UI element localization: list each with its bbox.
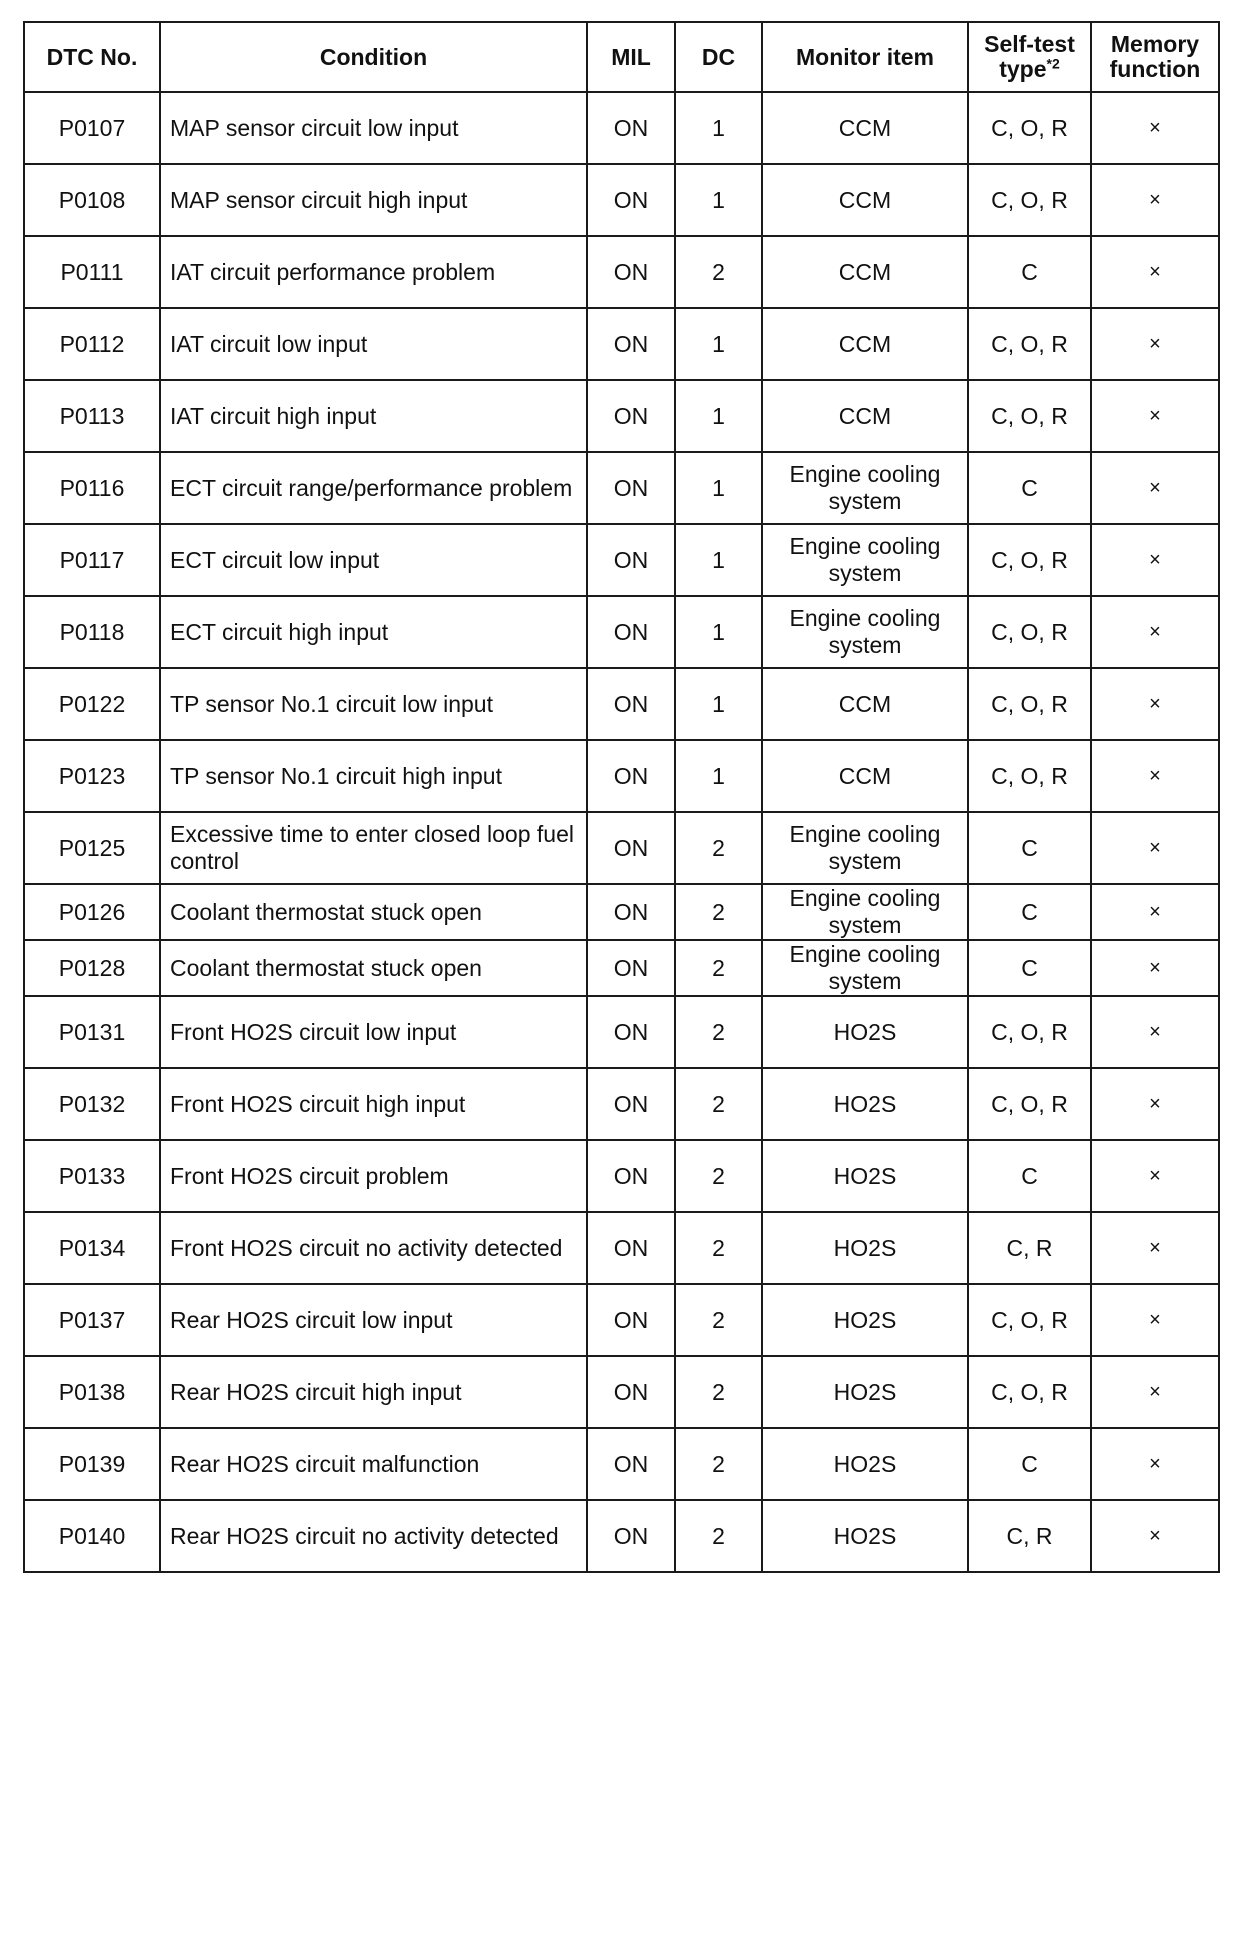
dc-cell: 1 [675, 164, 762, 236]
monitor-cell: Engine cooling system [762, 812, 968, 884]
monitor-cell: Engine cooling system [762, 452, 968, 524]
header-dc: DC [675, 22, 762, 92]
table-row [24, 380, 1219, 452]
selftest-cell: C, R [968, 1500, 1091, 1572]
dtc-cell: P0108 [24, 164, 160, 236]
table-row [24, 668, 1219, 740]
memory-cell: × [1091, 740, 1219, 812]
memory-cell: × [1091, 1428, 1219, 1500]
memory-cell: × [1091, 236, 1219, 308]
memory-cell: × [1091, 1500, 1219, 1572]
condition-cell: Rear HO2S circuit low input [160, 1284, 587, 1356]
mil-cell: ON [587, 380, 675, 452]
dc-cell: 1 [675, 740, 762, 812]
dtc-cell: P0137 [24, 1284, 160, 1356]
dc-cell: 1 [675, 92, 762, 164]
mil-cell: ON [587, 1140, 675, 1212]
dtc-cell: P0133 [24, 1140, 160, 1212]
mil-cell: ON [587, 92, 675, 164]
table-row [24, 1212, 1219, 1284]
condition-cell: ECT circuit range/performance problem [160, 452, 587, 524]
table-row [24, 1284, 1219, 1356]
mil-cell: ON [587, 1500, 675, 1572]
memory-cell: × [1091, 884, 1219, 940]
header-monitor: Monitor item [762, 22, 968, 92]
memory-cell: × [1091, 1140, 1219, 1212]
selftest-cell: C [968, 236, 1091, 308]
monitor-cell: HO2S [762, 1212, 968, 1284]
condition-cell: Coolant thermostat stuck open [160, 940, 587, 996]
header-selftest-line2: type [999, 56, 1047, 82]
dtc-cell: P0107 [24, 92, 160, 164]
table-row [24, 884, 1219, 940]
dtc-cell: P0118 [24, 596, 160, 668]
dtc-cell: P0134 [24, 1212, 160, 1284]
dc-cell: 2 [675, 1428, 762, 1500]
condition-cell: TP sensor No.1 circuit low input [160, 668, 587, 740]
selftest-cell: C, O, R [968, 596, 1091, 668]
memory-cell: × [1091, 812, 1219, 884]
monitor-cell: HO2S [762, 1068, 968, 1140]
dc-cell: 1 [675, 524, 762, 596]
condition-cell: Rear HO2S circuit high input [160, 1356, 587, 1428]
table-body [24, 92, 1219, 1572]
table-row [24, 1428, 1219, 1500]
memory-cell: × [1091, 996, 1219, 1068]
dc-cell: 2 [675, 812, 762, 884]
monitor-cell: CCM [762, 668, 968, 740]
table-row [24, 308, 1219, 380]
mil-cell: ON [587, 1284, 675, 1356]
mil-cell: ON [587, 236, 675, 308]
dc-cell: 2 [675, 1068, 762, 1140]
selftest-cell: C [968, 884, 1091, 940]
header-mil: MIL [587, 22, 675, 92]
dtc-cell: P0113 [24, 380, 160, 452]
monitor-cell: HO2S [762, 1356, 968, 1428]
table-row [24, 740, 1219, 812]
dtc-table [23, 21, 1220, 1573]
selftest-cell: C, O, R [968, 740, 1091, 812]
memory-cell: × [1091, 1284, 1219, 1356]
monitor-cell: Engine cooling system [762, 884, 968, 940]
dtc-cell: P0111 [24, 236, 160, 308]
mil-cell: ON [587, 1068, 675, 1140]
monitor-cell: Engine cooling system [762, 940, 968, 996]
condition-cell: Front HO2S circuit high input [160, 1068, 587, 1140]
memory-cell: × [1091, 92, 1219, 164]
mil-cell: ON [587, 1428, 675, 1500]
header-selftest-line1: Self-test [984, 31, 1075, 57]
dc-cell: 2 [675, 1500, 762, 1572]
dtc-cell: P0126 [24, 884, 160, 940]
condition-cell: Front HO2S circuit no activity detected [160, 1212, 587, 1284]
dc-cell: 1 [675, 596, 762, 668]
selftest-cell: C, O, R [968, 524, 1091, 596]
mil-cell: ON [587, 164, 675, 236]
monitor-cell: CCM [762, 164, 968, 236]
mil-cell: ON [587, 1212, 675, 1284]
memory-cell: × [1091, 940, 1219, 996]
mil-cell: ON [587, 940, 675, 996]
selftest-cell: C, O, R [968, 668, 1091, 740]
condition-cell: ECT circuit high input [160, 596, 587, 668]
condition-cell: IAT circuit low input [160, 308, 587, 380]
mil-cell: ON [587, 996, 675, 1068]
condition-cell: MAP sensor circuit high input [160, 164, 587, 236]
dtc-cell: P0139 [24, 1428, 160, 1500]
mil-cell: ON [587, 452, 675, 524]
dtc-cell: P0128 [24, 940, 160, 996]
dc-cell: 2 [675, 940, 762, 996]
table-row [24, 524, 1219, 596]
table-row [24, 92, 1219, 164]
selftest-cell: C, O, R [968, 92, 1091, 164]
table-row [24, 164, 1219, 236]
mil-cell: ON [587, 596, 675, 668]
memory-cell: × [1091, 1068, 1219, 1140]
condition-cell: TP sensor No.1 circuit high input [160, 740, 587, 812]
dc-cell: 1 [675, 452, 762, 524]
condition-cell: Front HO2S circuit problem [160, 1140, 587, 1212]
dc-cell: 2 [675, 236, 762, 308]
table-row [24, 1068, 1219, 1140]
dc-cell: 2 [675, 1212, 762, 1284]
condition-cell: ECT circuit low input [160, 524, 587, 596]
memory-cell: × [1091, 1356, 1219, 1428]
monitor-cell: HO2S [762, 1140, 968, 1212]
dtc-cell: P0132 [24, 1068, 160, 1140]
memory-cell: × [1091, 1212, 1219, 1284]
table-row [24, 940, 1219, 996]
condition-cell: Coolant thermostat stuck open [160, 884, 587, 940]
header-memory-line1: Memory [1110, 31, 1200, 57]
condition-cell: IAT circuit high input [160, 380, 587, 452]
dtc-cell: P0131 [24, 996, 160, 1068]
mil-cell: ON [587, 884, 675, 940]
dtc-cell: P0112 [24, 308, 160, 380]
monitor-cell: HO2S [762, 1284, 968, 1356]
header-memory [1091, 22, 1219, 92]
table-row [24, 452, 1219, 524]
header-memory-line2: function [1109, 56, 1201, 82]
memory-cell: × [1091, 164, 1219, 236]
table-row [24, 996, 1219, 1068]
header-row [24, 22, 1219, 92]
footnote-mark: *2 [1046, 55, 1060, 72]
memory-cell: × [1091, 308, 1219, 380]
monitor-cell: CCM [762, 380, 968, 452]
table-row [24, 1500, 1219, 1572]
mil-cell: ON [587, 812, 675, 884]
memory-cell: × [1091, 380, 1219, 452]
monitor-cell: Engine cooling system [762, 596, 968, 668]
dc-cell: 2 [675, 884, 762, 940]
selftest-cell: C, R [968, 1212, 1091, 1284]
condition-cell: Rear HO2S circuit malfunction [160, 1428, 587, 1500]
dtc-cell: P0125 [24, 812, 160, 884]
monitor-cell: HO2S [762, 1428, 968, 1500]
table-row [24, 1140, 1219, 1212]
dc-cell: 2 [675, 1140, 762, 1212]
condition-cell: Front HO2S circuit low input [160, 996, 587, 1068]
dc-cell: 2 [675, 996, 762, 1068]
selftest-cell: C, O, R [968, 1068, 1091, 1140]
mil-cell: ON [587, 524, 675, 596]
dc-cell: 1 [675, 668, 762, 740]
dtc-cell: P0117 [24, 524, 160, 596]
dtc-cell: P0123 [24, 740, 160, 812]
selftest-cell: C, O, R [968, 1284, 1091, 1356]
selftest-cell: C [968, 812, 1091, 884]
monitor-cell: Engine cooling system [762, 524, 968, 596]
monitor-cell: CCM [762, 308, 968, 380]
dc-cell: 1 [675, 380, 762, 452]
selftest-cell: C, O, R [968, 380, 1091, 452]
selftest-cell: C [968, 1140, 1091, 1212]
dtc-cell: P0116 [24, 452, 160, 524]
dtc-cell: P0122 [24, 668, 160, 740]
selftest-cell: C, O, R [968, 308, 1091, 380]
condition-cell: Excessive time to enter closed loop fuel control [160, 812, 587, 884]
header-selftest [968, 22, 1091, 92]
condition-cell: Rear HO2S circuit no activity detected [160, 1500, 587, 1572]
table-row [24, 236, 1219, 308]
selftest-cell: C, O, R [968, 164, 1091, 236]
mil-cell: ON [587, 308, 675, 380]
monitor-cell: CCM [762, 236, 968, 308]
dc-cell: 2 [675, 1356, 762, 1428]
selftest-cell: C [968, 1428, 1091, 1500]
selftest-cell: C, O, R [968, 1356, 1091, 1428]
dtc-cell: P0138 [24, 1356, 160, 1428]
dc-cell: 2 [675, 1284, 762, 1356]
memory-cell: × [1091, 668, 1219, 740]
condition-cell: MAP sensor circuit low input [160, 92, 587, 164]
table-row [24, 596, 1219, 668]
memory-cell: × [1091, 524, 1219, 596]
mil-cell: ON [587, 1356, 675, 1428]
memory-cell: × [1091, 452, 1219, 524]
dc-cell: 1 [675, 308, 762, 380]
mil-cell: ON [587, 740, 675, 812]
monitor-cell: HO2S [762, 996, 968, 1068]
monitor-cell: HO2S [762, 1500, 968, 1572]
condition-cell: IAT circuit performance problem [160, 236, 587, 308]
mil-cell: ON [587, 668, 675, 740]
memory-cell: × [1091, 596, 1219, 668]
monitor-cell: CCM [762, 740, 968, 812]
selftest-cell: C [968, 452, 1091, 524]
monitor-cell: CCM [762, 92, 968, 164]
selftest-cell: C, O, R [968, 996, 1091, 1068]
selftest-cell: C [968, 940, 1091, 996]
header-condition: Condition [160, 22, 587, 92]
header-dtc: DTC No. [24, 22, 160, 92]
dtc-cell: P0140 [24, 1500, 160, 1572]
table-row [24, 812, 1219, 884]
table-row [24, 1356, 1219, 1428]
